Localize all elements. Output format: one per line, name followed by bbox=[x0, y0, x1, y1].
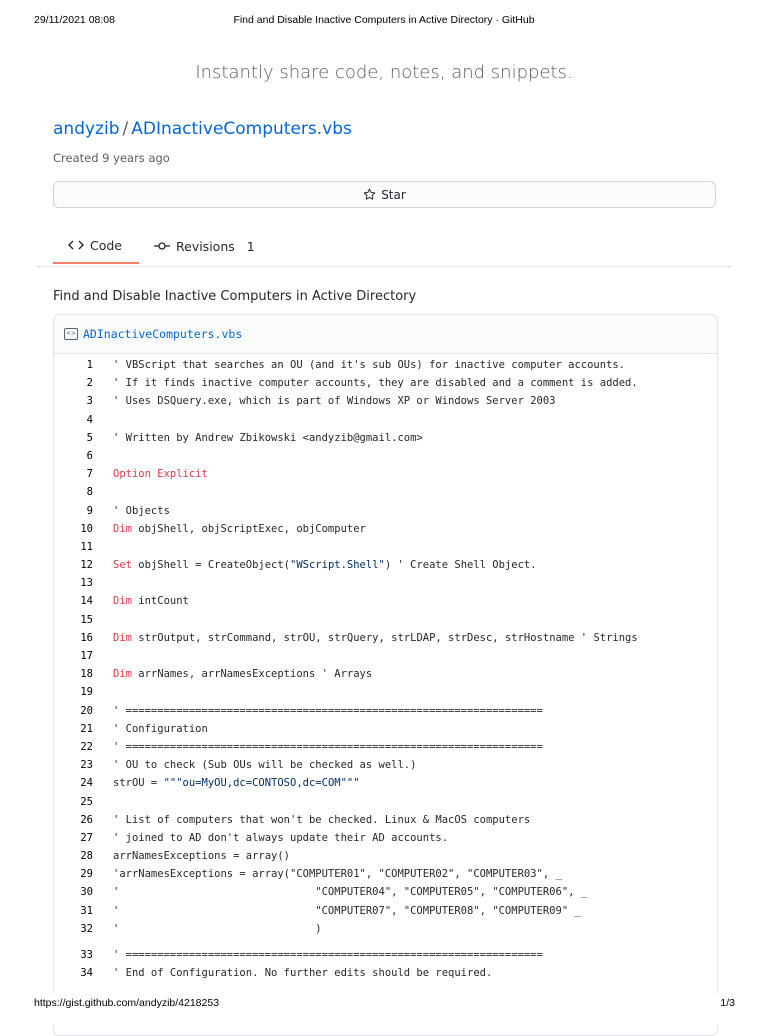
print-header bbox=[0, 14, 768, 28]
code-text: ' OU to check (Sub OUs will be checked as well.) bbox=[113, 759, 417, 772]
line-number: 11 bbox=[80, 540, 93, 553]
tab-revisions[interactable] bbox=[154, 228, 255, 264]
line-code bbox=[113, 847, 290, 865]
code-line bbox=[54, 447, 717, 465]
code-text: ' Objects bbox=[113, 504, 170, 517]
line-number: 5 bbox=[86, 431, 93, 444]
code-line bbox=[54, 774, 717, 792]
revisions-count: 1 bbox=[246, 238, 255, 254]
print-title: Find and Disable Inactive Computers in Active Directory · GitHub bbox=[233, 14, 535, 26]
git-commit-icon bbox=[154, 240, 170, 252]
code-string: "WScript.Shell" bbox=[290, 559, 385, 572]
code-line bbox=[54, 720, 717, 738]
gist-filename-link[interactable]: ADInactiveComputers.vbs bbox=[131, 119, 352, 139]
line-number: 17 bbox=[80, 650, 93, 662]
code-text: ' List of computers that won't be checked. Linux & MacOS computers bbox=[113, 813, 531, 826]
line-number: 10 bbox=[80, 522, 93, 535]
print-footer bbox=[0, 993, 768, 1024]
line-code bbox=[113, 883, 587, 901]
star-label: Star bbox=[381, 187, 406, 202]
line-code bbox=[113, 356, 625, 374]
code-text: arrNames, arrNamesExceptions ' Arrays bbox=[131, 668, 373, 681]
line-code bbox=[113, 964, 492, 982]
line-number: 18 bbox=[80, 668, 93, 681]
created-date: Created 9 years ago bbox=[53, 151, 170, 165]
code-line bbox=[54, 964, 717, 982]
code-line bbox=[54, 556, 717, 574]
code-line bbox=[54, 865, 717, 883]
tab-code[interactable] bbox=[53, 228, 139, 264]
code-line bbox=[54, 811, 717, 829]
gist-tabs bbox=[36, 228, 732, 267]
line-code bbox=[113, 556, 537, 574]
code-text: 'arrNamesExceptions = array("COMPUTER01", "COMPUTER02", "COMPUTER03", _ bbox=[113, 868, 562, 881]
code-lines bbox=[54, 354, 717, 982]
line-code bbox=[113, 429, 423, 447]
line-number: 12 bbox=[80, 559, 93, 572]
code-keyword: Dim bbox=[113, 668, 132, 681]
code-text: strOU = bbox=[113, 777, 164, 790]
file-name-link[interactable]: ADInactiveComputers.vbs bbox=[83, 327, 243, 341]
owner-link[interactable]: andyzib bbox=[53, 119, 120, 139]
line-number: 24 bbox=[80, 777, 93, 790]
code-line bbox=[54, 883, 717, 901]
code-line bbox=[54, 574, 717, 592]
line-code bbox=[113, 920, 322, 938]
print-date: 29/11/2021 08:08 bbox=[34, 14, 115, 26]
code-keyword: Set bbox=[113, 559, 132, 572]
line-code bbox=[113, 629, 638, 647]
code-line bbox=[54, 793, 717, 811]
code-keyword: Dim bbox=[113, 631, 132, 644]
code-text: ' ================================================================== bbox=[113, 949, 543, 961]
code-text: ' If it finds inactive computer accounts, they are disabled and a comment is added. bbox=[113, 377, 638, 390]
tagline: Instantly share code, notes, and snippets. bbox=[195, 62, 573, 83]
line-number: 16 bbox=[80, 631, 93, 644]
code-text: ' ) bbox=[113, 922, 322, 935]
code-line bbox=[54, 946, 717, 964]
line-number: 28 bbox=[80, 850, 93, 863]
line-number: 25 bbox=[80, 795, 93, 808]
star-button[interactable] bbox=[53, 181, 716, 208]
code-text: ' Configuration bbox=[113, 722, 208, 735]
line-code bbox=[113, 902, 581, 920]
line-number: 19 bbox=[80, 686, 93, 699]
code-text: ' joined to AD don't always update their AD accounts. bbox=[113, 831, 449, 844]
code-text: ' ================================================================== bbox=[113, 704, 543, 717]
line-number: 8 bbox=[86, 486, 93, 499]
code-line bbox=[54, 683, 717, 701]
code-line bbox=[54, 429, 717, 447]
line-number: 20 bbox=[80, 704, 93, 717]
code-line bbox=[54, 502, 717, 520]
line-code bbox=[113, 720, 208, 738]
line-code bbox=[113, 865, 562, 883]
line-code bbox=[113, 374, 638, 392]
print-url: https://gist.github.com/andyzib/4218253 bbox=[34, 997, 220, 1009]
title-separator: / bbox=[122, 119, 129, 139]
code-text: ' End of Configuration. No further edits should be required. bbox=[113, 967, 493, 980]
line-code bbox=[113, 946, 543, 964]
code-keyword: Option Explicit bbox=[113, 468, 208, 481]
code-line bbox=[54, 411, 717, 429]
line-code bbox=[113, 392, 556, 410]
line-number: 1 bbox=[86, 359, 93, 371]
code-line bbox=[54, 738, 717, 756]
print-page-number: 1/3 bbox=[720, 997, 735, 1009]
line-code bbox=[113, 665, 372, 683]
code-text: ' "COMPUTER07", "COMPUTER08", "COMPUTER09" _ bbox=[113, 904, 581, 917]
line-number: 23 bbox=[80, 759, 93, 772]
line-number: 33 bbox=[80, 949, 93, 961]
tab-code-label: Code bbox=[90, 237, 123, 253]
code-text: ' Written by Andrew Zbikowski <andyzib@gmail.com> bbox=[113, 431, 423, 444]
code-line bbox=[54, 520, 717, 538]
code-text: arrNamesExceptions = array() bbox=[113, 850, 291, 863]
code-line bbox=[54, 756, 717, 774]
code-line bbox=[54, 647, 717, 665]
file-box bbox=[53, 314, 718, 1036]
code-line bbox=[54, 356, 717, 374]
star-icon bbox=[363, 188, 376, 201]
code-line bbox=[54, 702, 717, 720]
code-text: ' "COMPUTER04", "COMPUTER05", "COMPUTER06", _ bbox=[113, 886, 588, 899]
line-number: 3 bbox=[86, 395, 93, 408]
line-number: 32 bbox=[80, 922, 93, 935]
code-line bbox=[54, 665, 717, 683]
code-keyword: Dim bbox=[113, 522, 132, 535]
line-code bbox=[113, 465, 208, 483]
line-number: 27 bbox=[80, 831, 93, 844]
code-text: ' ================================================================== bbox=[113, 740, 543, 753]
code-text: objShell, objScriptExec, objComputer bbox=[131, 522, 366, 535]
line-code bbox=[113, 811, 530, 829]
code-text: intCount bbox=[131, 595, 189, 608]
code-line bbox=[54, 374, 717, 392]
tab-revisions-label: Revisions bbox=[176, 238, 235, 254]
line-code bbox=[113, 774, 360, 792]
code-line bbox=[54, 611, 717, 629]
line-number: 7 bbox=[86, 468, 93, 481]
code-line bbox=[54, 483, 717, 501]
line-code bbox=[113, 829, 448, 847]
line-number: 34 bbox=[80, 967, 93, 980]
code-text: ' Uses DSQuery.exe, which is part of Windows XP or Windows Server 2003 bbox=[113, 395, 556, 408]
line-number: 4 bbox=[86, 413, 93, 426]
code-line bbox=[54, 538, 717, 556]
line-number: 2 bbox=[86, 377, 93, 390]
line-number: 21 bbox=[80, 722, 93, 735]
line-number: 26 bbox=[80, 813, 93, 826]
line-number: 29 bbox=[80, 868, 93, 881]
code-text: ' VBScript that searches an OU (and it's sub OUs) for inactive computer accounts. bbox=[113, 359, 626, 371]
code-text: objShell = CreateObject( bbox=[131, 559, 291, 572]
line-number: 31 bbox=[80, 904, 93, 917]
file-header bbox=[54, 315, 717, 354]
line-code bbox=[113, 592, 189, 610]
line-code bbox=[113, 502, 170, 520]
code-icon bbox=[68, 239, 84, 251]
line-code bbox=[113, 702, 543, 720]
code-text: strOutput, strCommand, strOU, strQuery, strLDAP, strDesc, strHostname ' Strings bbox=[131, 631, 638, 644]
code-text: ) ' Create Shell Object. bbox=[384, 559, 537, 572]
line-number: 22 bbox=[80, 740, 93, 753]
code-line bbox=[54, 465, 717, 483]
code-line bbox=[54, 629, 717, 647]
line-code bbox=[113, 756, 416, 774]
line-code bbox=[113, 738, 543, 756]
code-keyword: Dim bbox=[113, 595, 132, 608]
code-line bbox=[54, 829, 717, 847]
line-code bbox=[113, 520, 366, 538]
line-number: 6 bbox=[86, 449, 93, 462]
code-line bbox=[54, 392, 717, 410]
line-number: 15 bbox=[80, 613, 93, 626]
code-line bbox=[54, 920, 717, 938]
code-line bbox=[54, 847, 717, 865]
line-number: 13 bbox=[80, 577, 93, 590]
code-string: """ou=MyOU,dc=CONTOSO,dc=COM""" bbox=[163, 777, 360, 790]
code-line bbox=[54, 902, 717, 920]
line-number: 9 bbox=[86, 504, 93, 517]
file-code-icon: <> bbox=[64, 328, 78, 340]
code-line bbox=[54, 592, 717, 610]
gist-title bbox=[53, 119, 352, 139]
line-number: 30 bbox=[80, 886, 93, 899]
gist-description: Find and Disable Inactive Computers in Active Directory bbox=[53, 289, 417, 304]
line-number: 14 bbox=[80, 595, 93, 608]
